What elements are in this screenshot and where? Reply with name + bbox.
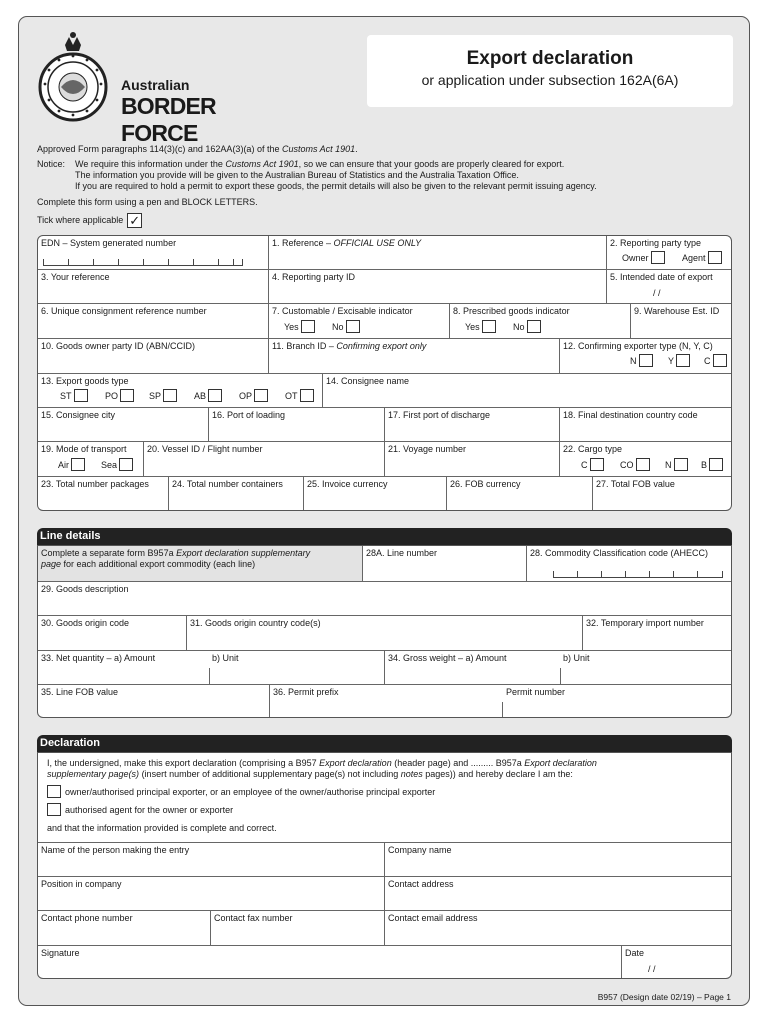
cargo-co-checkbox[interactable] [636, 458, 650, 471]
owner-checkbox[interactable] [651, 251, 665, 264]
opt-agent[interactable]: Agent [682, 251, 722, 264]
border-force-logo [35, 27, 275, 146]
intended-date-slashes: / / [653, 288, 661, 298]
field-contact-phone[interactable]: Contact phone number [38, 911, 211, 946]
field-mode-of-transport: 19. Mode of transport [38, 442, 144, 477]
line-details-heading: Line details [37, 528, 732, 545]
opt-owner[interactable]: Owner [622, 251, 671, 264]
permit-divider [502, 702, 503, 718]
opt-goods-st[interactable]: ST [60, 389, 94, 402]
field-total-fob-value[interactable]: 27. Total FOB value [596, 479, 675, 489]
signature-date-slashes: / / [648, 964, 656, 974]
declaration-heading: Declaration [37, 735, 732, 752]
opt-exporter-n[interactable]: N [630, 354, 659, 367]
field-signature[interactable]: Signature [38, 946, 622, 979]
goods-po-checkbox[interactable] [120, 389, 134, 402]
field-reporting-party-type: 2. Reporting party type [607, 236, 732, 270]
field-first-port-discharge[interactable]: 17. First port of discharge [385, 408, 560, 442]
field-final-destination[interactable]: 18. Final destination country code [560, 408, 732, 442]
field-ucr[interactable]: 6. Unique consignment reference number [38, 304, 269, 339]
field-fob-currency[interactable]: 26. FOB currency [447, 477, 593, 511]
exporter-y-checkbox[interactable] [676, 354, 690, 367]
opt-customable-yes[interactable]: Yes [284, 320, 321, 333]
agent-checkbox[interactable] [708, 251, 722, 264]
page-title: Export declaration [466, 48, 634, 69]
field-total-packages[interactable]: 23. Total number packages [38, 477, 169, 511]
opt-goods-ab[interactable]: AB [194, 389, 228, 402]
owner-exporter-checkbox[interactable] [47, 785, 61, 798]
opt-goods-ot[interactable]: OT [285, 389, 314, 402]
field-permit-prefix[interactable]: 36. Permit prefix Permit number [273, 687, 566, 697]
opt-authorised-agent[interactable]: authorised agent for the owner or exporter [47, 803, 233, 816]
title-box [367, 35, 733, 107]
declaration-text-line-2: supplementary page(s) (insert number of additional supplementary page(s) not including notes pages)) and hereby declare I am the: [47, 769, 573, 779]
sea-checkbox[interactable] [119, 458, 133, 471]
tick-example-checkbox: ✓ [127, 213, 142, 228]
page-subtitle: or application under subsection 162A(6A) [421, 72, 679, 88]
field-contact-email[interactable]: Contact email address [385, 911, 732, 946]
field-reference[interactable]: 1. Reference – OFFICIAL USE ONLY [269, 236, 607, 270]
notice-line-2: The information you provide will be given to the Australian Bureau of Statistics and the Australia Taxation Office. [75, 170, 519, 180]
field-contact-address[interactable]: Contact address [385, 877, 732, 911]
declaration-text-line-1: I, the undersigned, make this export declaration (comprising a B957 Export declaration (header page) and ......... B957a Export declaration [47, 758, 597, 768]
goods-st-checkbox[interactable] [74, 389, 88, 402]
prescribed-no-checkbox[interactable] [527, 320, 541, 333]
commodity-code-ticks [553, 572, 723, 578]
field-reporting-party-id[interactable]: 4. Reporting party ID [269, 270, 607, 304]
header-fields-box [37, 235, 732, 511]
field-consignee-name[interactable]: 14. Consignee name [323, 374, 732, 408]
field-goods-origin-code[interactable]: 30. Goods origin code [38, 616, 187, 651]
field-contact-fax[interactable]: Contact fax number [211, 911, 385, 946]
field-temporary-import-number[interactable]: 32. Temporary import number [583, 616, 732, 651]
goods-ab-checkbox[interactable] [208, 389, 222, 402]
opt-customable-no[interactable]: No [332, 320, 366, 333]
field-person-name[interactable]: Name of the person making the entry [38, 842, 385, 877]
goods-ot-checkbox[interactable] [300, 389, 314, 402]
field-gross-weight[interactable]: 34. Gross weight – a) Amount b) Unit [385, 651, 732, 685]
notice-line-3: If you are required to hold a permit to export these goods, the permit details will also be given to the relevant permit issuing agency. [75, 181, 597, 191]
gross-weight-divider [560, 668, 561, 685]
exporter-n-checkbox[interactable] [639, 354, 653, 367]
field-vessel-id[interactable]: 20. Vessel ID / Flight number [144, 442, 385, 477]
field-company-name[interactable]: Company name [385, 842, 732, 877]
approved-form-text: Approved Form paragraphs 114(3)(c) and 162AA(3)(a) of the Customs Act 1901. [37, 144, 358, 154]
page-footer: B957 (Design date 02/19) – Page 1 [597, 992, 731, 1002]
field-line-fob-value[interactable]: 35. Line FOB value [38, 685, 270, 718]
authorised-agent-checkbox[interactable] [47, 803, 61, 816]
field-customable-indicator: 7. Customable / Excisable indicator [269, 304, 450, 339]
field-intended-date[interactable]: 5. Intended date of export / / [607, 270, 732, 304]
notice-label: Notice: [37, 159, 66, 169]
cargo-b-checkbox[interactable] [709, 458, 723, 471]
field-export-goods-type: 13. Export goods type [38, 374, 323, 408]
edn-ticks [43, 260, 243, 266]
permit-number-label: Permit number [506, 687, 566, 697]
field-net-quantity[interactable]: 33. Net quantity – a) Amount b) Unit [38, 651, 385, 685]
tick-instruction: Tick where applicable ✓ [37, 213, 142, 228]
form-sheet [18, 16, 750, 1006]
opt-air[interactable]: Air [58, 458, 91, 471]
logo-text-australian: Australian [121, 77, 190, 93]
opt-goods-po[interactable]: PO [105, 389, 140, 402]
net-quantity-unit-label: b) Unit [212, 653, 239, 663]
field-warehouse-id[interactable]: 9. Warehouse Est. ID [631, 304, 732, 339]
net-quantity-divider [209, 668, 210, 685]
customable-no-checkbox[interactable] [346, 320, 360, 333]
opt-cargo-co[interactable]: CO [620, 458, 656, 471]
opt-prescribed-yes[interactable]: Yes [465, 320, 502, 333]
opt-goods-sp[interactable]: SP [149, 389, 183, 402]
opt-cargo-b[interactable]: B [701, 458, 723, 471]
field-goods-owner-id[interactable]: 10. Goods owner party ID (ABN/CCID) [38, 339, 269, 374]
line-details-box [37, 545, 732, 718]
cargo-c-checkbox[interactable] [590, 458, 604, 471]
field-consignee-city[interactable]: 15. Consignee city [38, 408, 209, 442]
field-port-of-loading[interactable]: 16. Port of loading [209, 408, 385, 442]
field-total-containers[interactable]: 24. Total number containers [169, 477, 304, 511]
air-checkbox[interactable] [71, 458, 85, 471]
opt-cargo-n[interactable]: N [665, 458, 694, 471]
field-commodity-code[interactable]: 28. Commodity Classification code (AHECC) [527, 546, 732, 582]
field-prescribed-goods: 8. Prescribed goods indicator [450, 304, 631, 339]
gross-weight-unit-label: b) Unit [563, 653, 590, 663]
field-confirming-exporter-type: 12. Confirming exporter type (N, Y, C) [560, 339, 732, 374]
field-position[interactable]: Position in company [38, 877, 385, 911]
customable-yes-checkbox[interactable] [301, 320, 315, 333]
complete-instruction: Complete this form using a pen and BLOCK LETTERS. [37, 197, 258, 207]
field-cargo-type: 22. Cargo type [560, 442, 732, 477]
field-invoice-currency[interactable]: 25. Invoice currency [304, 477, 447, 511]
opt-owner-exporter[interactable]: owner/authorised principal exporter, or an employee of the owner/authorise principal exporter [47, 785, 435, 798]
field-goods-description[interactable]: 29. Goods description [38, 582, 732, 616]
field-signature-date[interactable]: Date / / [625, 948, 656, 974]
opt-exporter-c[interactable]: C [704, 354, 727, 367]
declaration-closing: and that the information provided is complete and correct. [47, 823, 277, 833]
opt-goods-op[interactable]: OP [239, 389, 274, 402]
line-details-note: Complete a separate form B957a Export declaration supplementary page for each additional export commodity (each line) [38, 546, 363, 582]
cargo-n-checkbox[interactable] [674, 458, 688, 471]
goods-op-checkbox[interactable] [254, 389, 268, 402]
crest-icon [35, 27, 111, 137]
exporter-c-checkbox[interactable] [713, 354, 727, 367]
field-your-reference[interactable]: 3. Your reference [38, 270, 269, 304]
field-goods-origin-country[interactable]: 31. Goods origin country code(s) [187, 616, 583, 651]
prescribed-yes-checkbox[interactable] [482, 320, 496, 333]
field-edn[interactable]: EDN – System generated number [38, 236, 269, 270]
field-line-number[interactable]: 28A. Line number [363, 546, 527, 582]
opt-sea[interactable]: Sea [101, 458, 133, 471]
field-voyage-number[interactable]: 21. Voyage number [385, 442, 560, 477]
logo-text-border-force: BORDER FORCE [121, 93, 216, 146]
notice-line-1: We require this information under the Customs Act 1901, so we can ensure that your goods are properly cleared for export. [75, 159, 565, 169]
goods-sp-checkbox[interactable] [163, 389, 177, 402]
opt-exporter-y[interactable]: Y [668, 354, 696, 367]
opt-cargo-c[interactable]: C [581, 458, 610, 471]
declaration-box [37, 752, 732, 979]
field-branch-id[interactable]: 11. Branch ID – Confirming export only [269, 339, 560, 374]
opt-prescribed-no[interactable]: No [513, 320, 547, 333]
